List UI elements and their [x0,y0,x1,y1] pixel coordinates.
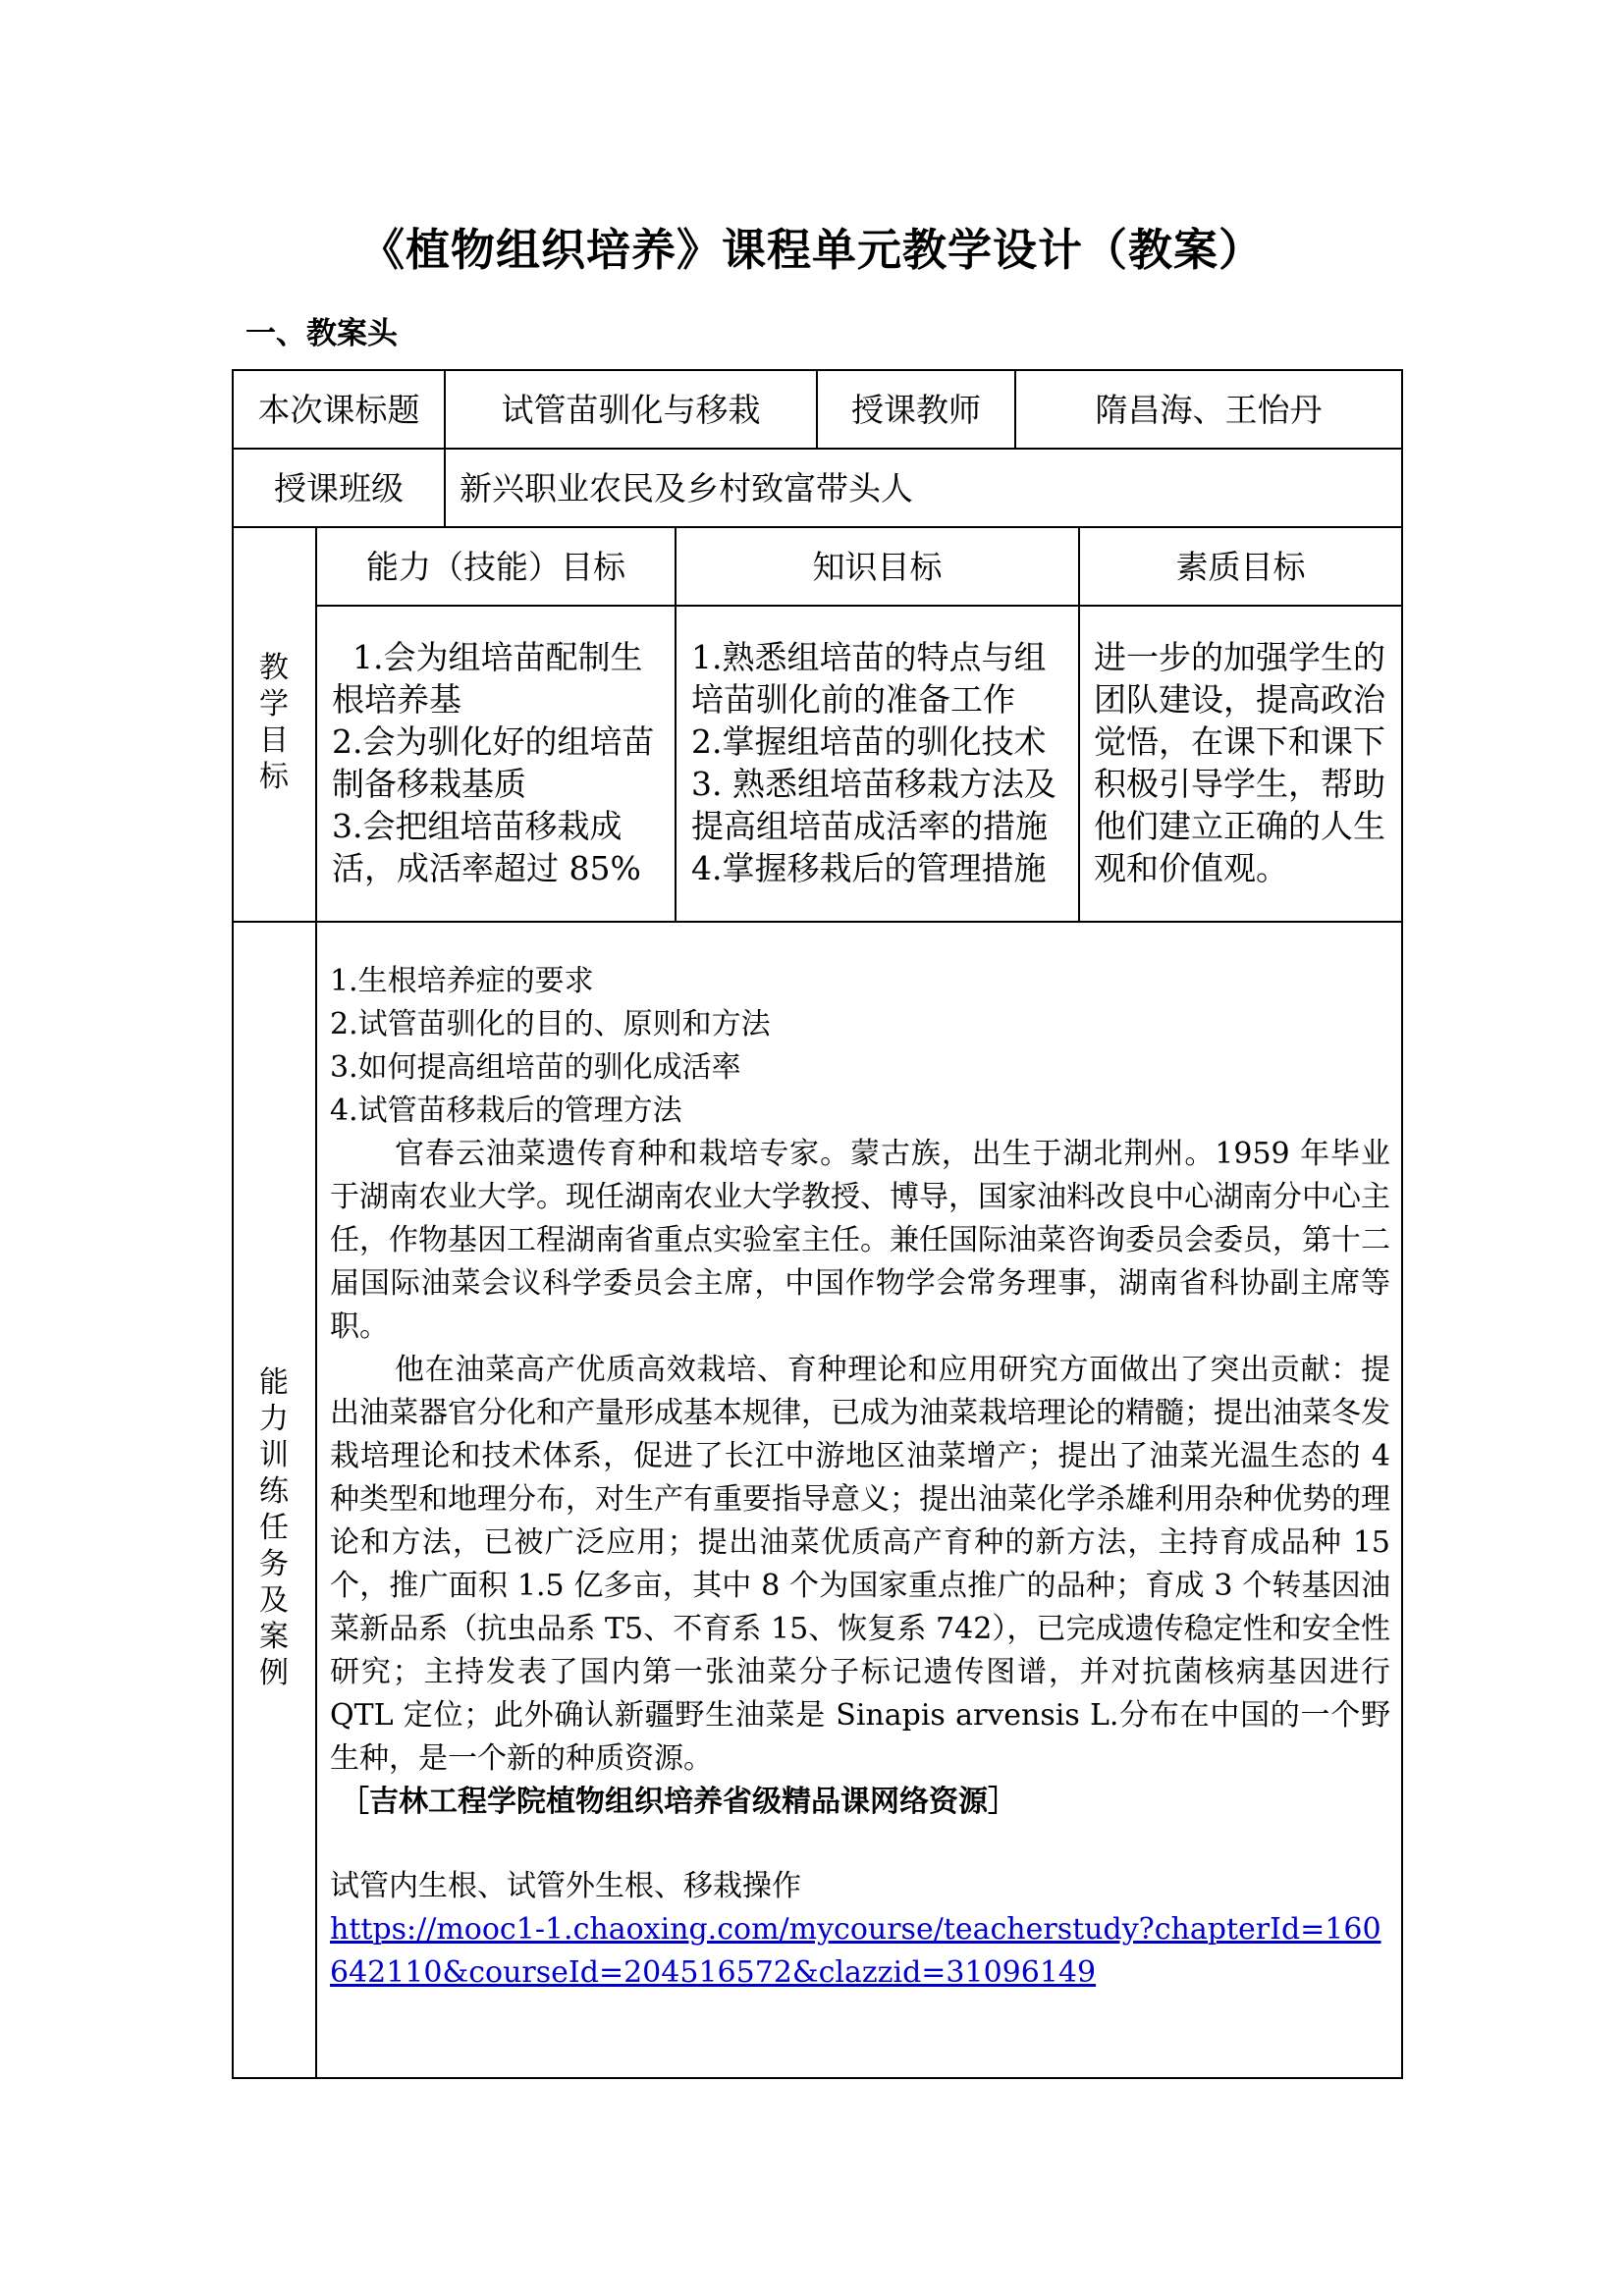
task-item: 1.生根培养症的要求 [330,964,594,998]
objectives-row-label: 教学目标 [259,651,289,794]
resource-link[interactable]: https://mooc1-1.chaoxing.com/mycourse/teacherstudy?chapterId=160642110&courseId=204516572&clazzid=31096149 [330,1912,1381,1990]
task-item: 4.试管苗移栽后的管理方法 [330,1094,682,1128]
knowledge-goal-text: 1.熟悉组培苗的特点与组培苗驯化前的准备工作 2.掌握组培苗的驯化技术 3. 熟悉组培苗移栽方法及提高组培苗成活率的措施 4.掌握移栽后的管理措施 [691,638,1056,887]
resource-title: ［吉林工程学院植物组织培养省级精品课网络资源］ [340,1785,1017,1819]
class-value: 新兴职业农民及乡村致富带头人 [460,468,913,507]
resource-description: 试管内生根、试管外生根、移栽操作 [330,1869,801,1903]
quality-goal-header: 素质目标 [1175,547,1306,586]
tasks-content [330,960,1390,1995]
document-title: 《植物组织培养》课程单元教学设计（教案） [359,224,1264,276]
row-divider [232,921,1403,923]
skill-goal-header: 能力（技能）目标 [366,547,625,586]
teacher-label: 授课教师 [851,390,981,429]
teacher-value: 隋昌海、王怡丹 [1095,390,1323,429]
column-divider [315,526,317,2079]
task-item: 3.如何提高组培苗的驯化成活率 [330,1050,741,1085]
tasks-row-label: 能力训练任务及案例 [259,1365,289,1690]
section-heading: 一、教案头 [245,316,398,351]
blank-line [330,1824,1390,1865]
knowledge-goal-header: 知识目标 [812,547,943,586]
case-paragraph: 他在油菜高产优质高效栽培、育种理论和应用研究方面做出了突出贡献：提出油菜器官分化和产量形成基本规律，已成为油菜栽培理论的精髓；提出油菜冬发栽培理论和技术体系，促进了长江中游地区油菜增产；提出了油菜光温生态的 4 种类型和地理分布，对生产有重要指导意义；提出油菜化学杀雄利用杂种优势的理论和方法，已被广泛应用；提出油菜优质高产育种的新方法，主持育成品种 15 个，推广面积 1.5 亿多亩，其中 8 个为国家重点推广的品种；育成 3 个转基因油菜新品系（抗虫品系 T5、不育系 15、恢复系 742），已完成遗传稳定性和安全性研究；主持发表了国内第一张油菜分子标记遗传图谱，并对抗菌核病基因进行 QTL 定位；此外确认新疆野生油菜是 Sinapis arvensis L.分布在中国的一个野生种，是一个新的种质资源。 [330,1353,1390,1776]
quality-goal-text: 进一步的加强学生的团队建设，提高政治觉悟，在课下和课下积极引导学生，帮助他们建立正确的人生观和价值观。 [1094,638,1385,887]
topic-label: 本次课标题 [257,390,420,429]
class-label: 授课班级 [274,468,404,507]
row-divider [316,605,1403,607]
topic-value: 试管苗驯化与移栽 [501,390,761,429]
task-item: 2.试管苗驯化的目的、原则和方法 [330,1007,771,1041]
case-paragraph: 官春云油菜遗传育种和栽培专家。蒙古族，出生于湖北荆州。1959 年毕业于湖南农业大学。现任湖南农业大学教授、博导，国家油料改良中心湖南分中心主任，作物基因工程湖南省重点实验室主任。兼任国际油菜咨询委员会委员，第十二届国际油菜会议科学委员会主席，中国作物学会常务理事，湖南省科协副主席等职。 [330,1137,1390,1344]
skill-goal-text: 1.会为组培苗配制生根培养基 2.会为驯化好的组培苗制备移栽基质 3.会把组培苗移栽成活，成活率超过 85% [332,638,655,887]
